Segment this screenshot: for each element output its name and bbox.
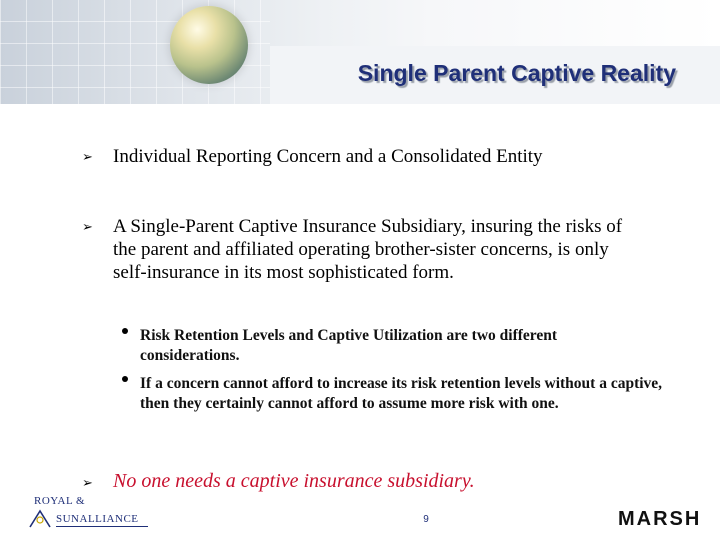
bullet-text-1: Individual Reporting Concern and a Consolidated Entity: [113, 146, 543, 167]
arrow-bullet-icon: ➢: [82, 476, 93, 491]
conclusion-text: No one needs a captive insurance subsidiary.: [113, 470, 475, 492]
header-band: [0, 0, 720, 104]
arrow-bullet-icon: ➢: [82, 220, 93, 235]
globe-icon: [170, 6, 248, 84]
sub-bullet-text-1: Risk Retention Levels and Captive Utilization are two different considerations.: [140, 327, 558, 364]
royal-sunalliance-logo: [28, 495, 148, 531]
slide-title: Single Parent Captive Reality: [357, 60, 676, 86]
logo-underline: [56, 526, 148, 527]
sub-bullet-dot-icon: [122, 376, 128, 382]
arrow-bullet-icon: ➢: [82, 150, 93, 165]
logo-text-line2: SUNALLIANCE: [56, 513, 139, 525]
page-number: 9: [423, 514, 429, 525]
marsh-logo: MARSH: [618, 508, 702, 530]
royal-sunalliance-emblem-icon: [28, 507, 54, 529]
sub-bullet-dot-icon: [122, 328, 128, 334]
sub-bullet-text-2: If a concern cannot afford to increase its risk retention levels without a captive, then they certainly cannot afford to assume more risk with one.: [140, 375, 663, 412]
bullet-text-2: A Single-Parent Captive Insurance Subsidiary, insuring the risks of the parent and affiliated operating brother-sister concerns, is only self-insurance in its most sophisticated form.: [113, 216, 623, 283]
logo-text-line1: ROYAL &: [34, 495, 86, 507]
